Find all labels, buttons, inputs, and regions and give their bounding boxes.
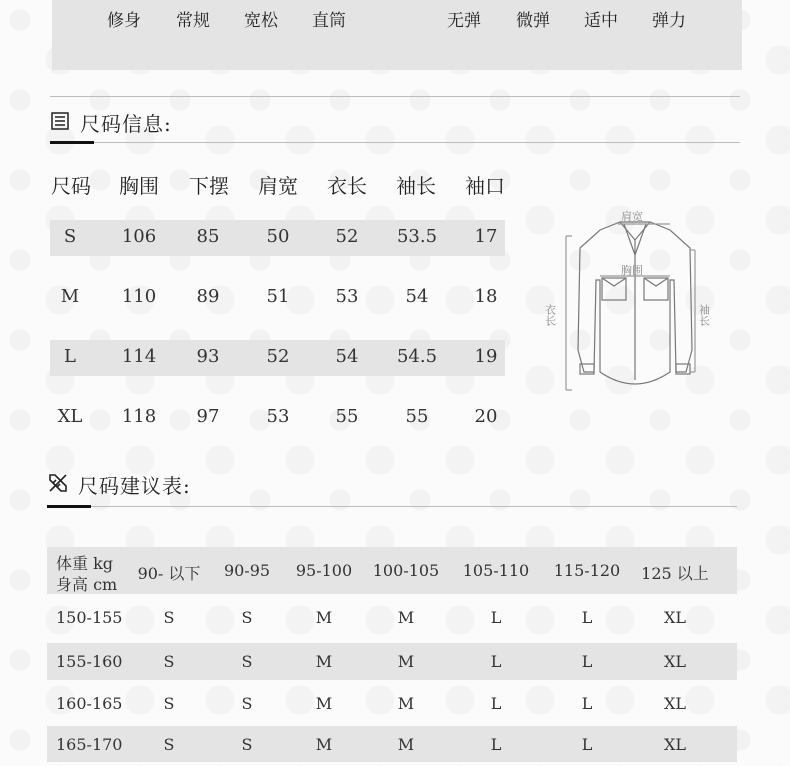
recommended-size: S — [163, 652, 175, 671]
label-length: 衣长 — [543, 304, 557, 326]
weight-range-header: 105-110 — [462, 561, 530, 580]
header-shoulder: 肩宽 — [258, 174, 298, 198]
recommended-size: M — [315, 608, 333, 627]
fit-slim: 修身 — [107, 11, 141, 31]
recommended-size: M — [315, 735, 333, 754]
size-label: S — [63, 226, 77, 247]
divider-top — [50, 96, 740, 97]
recommended-size: S — [241, 735, 253, 754]
recommended-size: M — [397, 735, 415, 754]
height-range-label: 160-165 — [56, 694, 123, 713]
document-list-icon — [50, 111, 70, 131]
header-cuff: 袖口 — [465, 174, 505, 198]
recommended-size: M — [315, 652, 333, 671]
size-info-title: 尺码信息: — [80, 112, 172, 136]
header-hem: 下摆 — [189, 174, 229, 198]
recommend-rule — [47, 506, 737, 507]
size-value: 85 — [196, 226, 220, 247]
fit-loose: 宽松 — [244, 11, 278, 31]
size-value: 53 — [266, 406, 290, 427]
size-value: 52 — [335, 226, 359, 247]
fit-straight: 直筒 — [312, 11, 346, 31]
recommended-size: L — [490, 735, 502, 754]
size-value: 19 — [474, 346, 498, 367]
size-info-rule — [50, 142, 740, 143]
recommended-size: S — [241, 652, 253, 671]
recommended-size: S — [163, 694, 175, 713]
weight-range-header: 90-95 — [223, 561, 271, 580]
size-value: 118 — [121, 406, 157, 427]
height-range-label: 150-155 — [56, 608, 123, 627]
size-value: 20 — [474, 406, 498, 427]
header-size: 尺码 — [51, 174, 91, 198]
recommended-size: XL — [663, 652, 686, 671]
recommended-size: XL — [663, 735, 686, 754]
size-label: L — [64, 346, 76, 367]
shirt-measurement-diagram — [540, 200, 720, 400]
recommended-size: L — [581, 694, 593, 713]
size-value: 89 — [196, 286, 220, 307]
stretch-high: 弹力 — [652, 11, 686, 31]
recommend-title: 尺码建议表: — [78, 474, 191, 498]
size-value: 114 — [121, 346, 157, 367]
recommended-size: L — [490, 694, 502, 713]
corner-height-label: 身高 cm — [56, 575, 118, 594]
stretch-medium: 适中 — [584, 11, 618, 31]
size-value: 54 — [335, 346, 359, 367]
weight-range-header: 90- 以下 — [137, 564, 201, 583]
recommended-size: S — [163, 735, 175, 754]
size-value: 54.5 — [396, 346, 438, 367]
recommended-size: S — [163, 608, 175, 627]
size-value: 51 — [266, 286, 290, 307]
size-value: 54 — [405, 286, 429, 307]
size-value: 110 — [121, 286, 157, 307]
recommend-accent — [47, 505, 91, 508]
height-range-label: 155-160 — [56, 652, 123, 671]
size-value: 52 — [266, 346, 290, 367]
recommended-size: XL — [663, 608, 686, 627]
label-chest: 胸围 — [621, 264, 643, 277]
recommended-size: L — [490, 608, 502, 627]
recommended-size: L — [490, 652, 502, 671]
size-value: 93 — [196, 346, 220, 367]
recommended-size: M — [397, 652, 415, 671]
size-value: 17 — [474, 226, 498, 247]
fit-regular: 常规 — [176, 11, 210, 31]
recommended-size: L — [581, 652, 593, 671]
size-value: 53.5 — [396, 226, 438, 247]
header-sleeve: 袖长 — [396, 174, 436, 198]
size-info-accent — [50, 141, 94, 144]
corner-weight-label: 体重 kg — [56, 554, 114, 573]
stretch-none: 无弹 — [447, 11, 481, 31]
weight-range-header: 125 以上 — [641, 564, 709, 583]
size-value: 18 — [474, 286, 498, 307]
size-value: 97 — [196, 406, 220, 427]
recommended-size: XL — [663, 694, 686, 713]
size-value: 106 — [121, 226, 157, 247]
size-value: 53 — [335, 286, 359, 307]
label-shoulder: 肩宽 — [621, 210, 643, 223]
recommended-size: M — [397, 694, 415, 713]
weight-range-header: 95-100 — [295, 561, 353, 580]
size-value: 55 — [335, 406, 359, 427]
ruler-pencil-icon — [47, 472, 69, 494]
size-label: M — [60, 286, 80, 307]
size-value: 55 — [405, 406, 429, 427]
recommended-size: L — [581, 608, 593, 627]
recommended-size: S — [241, 608, 253, 627]
weight-range-header: 100-105 — [372, 561, 440, 580]
size-label: XL — [57, 406, 83, 427]
header-length: 衣长 — [327, 174, 367, 198]
size-value: 50 — [266, 226, 290, 247]
label-sleeve: 袖长 — [697, 304, 711, 326]
stretch-slight: 微弹 — [516, 11, 550, 31]
fit-attributes-panel — [52, 0, 742, 70]
recommended-size: M — [315, 694, 333, 713]
recommended-size: M — [397, 608, 415, 627]
recommended-size: S — [241, 694, 253, 713]
weight-range-header: 115-120 — [553, 561, 621, 580]
recommended-size: L — [581, 735, 593, 754]
height-range-label: 165-170 — [56, 735, 123, 754]
header-chest: 胸围 — [119, 174, 159, 198]
